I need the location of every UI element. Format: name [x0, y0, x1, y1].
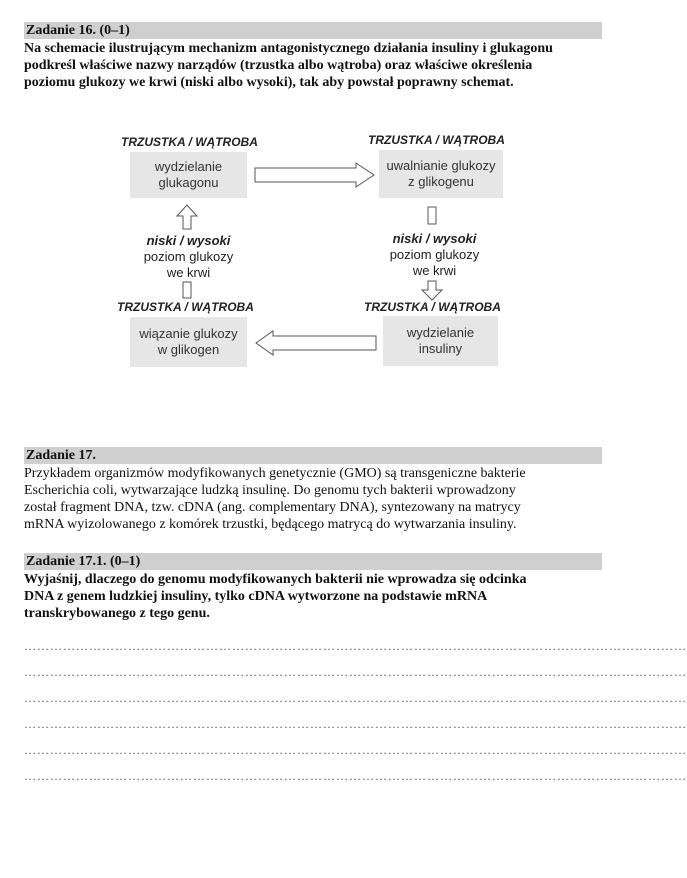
task17-line-3: został fragment DNA, tzw. cDNA (ang. complementary DNA), syntezowany na matrycy — [24, 500, 521, 515]
glucose-level-right-line-1: poziom glukozy — [389, 247, 480, 262]
task17-1-question — [24, 571, 602, 622]
task17-header-bar — [24, 447, 602, 464]
organ-label-top-left[interactable]: TRZUSTKA / WĄTROBA — [121, 135, 258, 149]
task16-line-1: Na schemacie ilustrującym mechanizm antagonistycznego działania insuliny i glukagonu — [24, 41, 553, 56]
box-binding-line-2: w glikogen — [157, 342, 220, 357]
answer-line-5[interactable]: ……………………………………………………………………………………………………………………………………… — [24, 743, 687, 757]
task17-header: Zadanie 17. — [26, 448, 97, 463]
box-glucagon-line-1: wydzielanie — [154, 159, 223, 174]
answer-line-4[interactable]: ……………………………………………………………………………………………………………………………………… — [24, 717, 687, 731]
box-insulin-line-1: wydzielanie — [406, 325, 475, 340]
task17-1-line-2: DNA z genem ludzkiej insuliny, tylko cDNA wytworzone na podstawie mRNA — [24, 589, 488, 604]
level-options-right[interactable]: niski / wysoki — [392, 231, 477, 246]
answer-line-3[interactable]: ……………………………………………………………………………………………………………………………………… — [24, 691, 687, 705]
answer-line-2[interactable]: ……………………………………………………………………………………………………………………………………… — [24, 665, 687, 679]
connector-bottom-left — [183, 282, 191, 298]
box-binding-line-1: wiązanie glukozy — [139, 326, 238, 341]
glucose-level-right-line-2: we krwi — [412, 263, 457, 278]
glucose-level-left-line-1: poziom glukozy — [143, 249, 234, 264]
box-glucagon-line-2: glukagonu — [158, 175, 219, 190]
answer-line-6[interactable]: ……………………………………………………………………………………………………………………………………… — [24, 769, 687, 783]
organ-label-top-right[interactable]: TRZUSTKA / WĄTROBA — [368, 133, 505, 147]
box-release-line-2: z glikogenu — [408, 174, 474, 189]
task17-1-header: Zadanie 17.1. (0–1) — [26, 554, 141, 569]
task17-intro — [24, 465, 602, 533]
glucose-level-left-line-2: we krwi — [166, 265, 211, 280]
task17-line-4: mRNA wyizolowanego z komórek trzustki, będącego matrycą do wytwarzania insuliny. — [24, 517, 517, 532]
organ-label-bottom-left[interactable]: TRZUSTKA / WĄTROBA — [117, 300, 254, 314]
level-options-left[interactable]: niski / wysoki — [146, 233, 231, 248]
arrow-left-icon — [256, 331, 376, 355]
task16-header: Zadanie 16. (0–1) — [26, 23, 130, 38]
answer-line-1[interactable]: ……………………………………………………………………………………………………………………………………… — [24, 639, 687, 653]
task17-1-line-1: Wyjaśnij, dlaczego do genomu modyfikowanych bakterii nie wprowadza się odcinka — [24, 572, 527, 587]
task17-1-line-3: transkrybowanego z tego genu. — [24, 606, 210, 621]
arrow-right-icon — [255, 163, 374, 187]
task17-line-1: Przykładem organizmów modyfikowanych genetycznie (GMO) są transgeniczne bakterie — [24, 466, 526, 481]
connector-top-right — [428, 207, 436, 224]
box-release-line-1: uwalnianie glukozy — [386, 158, 496, 173]
arrow-up-icon — [177, 205, 197, 229]
task16-line-2: podkreśl właściwe nazwy narządów (trzustka albo wątroba) oraz właściwe określenia — [24, 58, 533, 73]
task16-line-3: poziomu glukozy we krwi (niski albo wysoki), tak aby powstał poprawny schemat. — [24, 75, 514, 90]
task17-line-2: Escherichia coli, wytwarzające ludzką insulinę. Do genomu tych bakterii wprowadzony — [24, 483, 516, 498]
organ-label-bottom-right[interactable]: TRZUSTKA / WĄTROBA — [364, 300, 501, 314]
task17-1-header-bar — [24, 553, 602, 570]
arrow-down-icon — [422, 281, 442, 300]
box-insulin-line-2: insuliny — [418, 341, 463, 356]
